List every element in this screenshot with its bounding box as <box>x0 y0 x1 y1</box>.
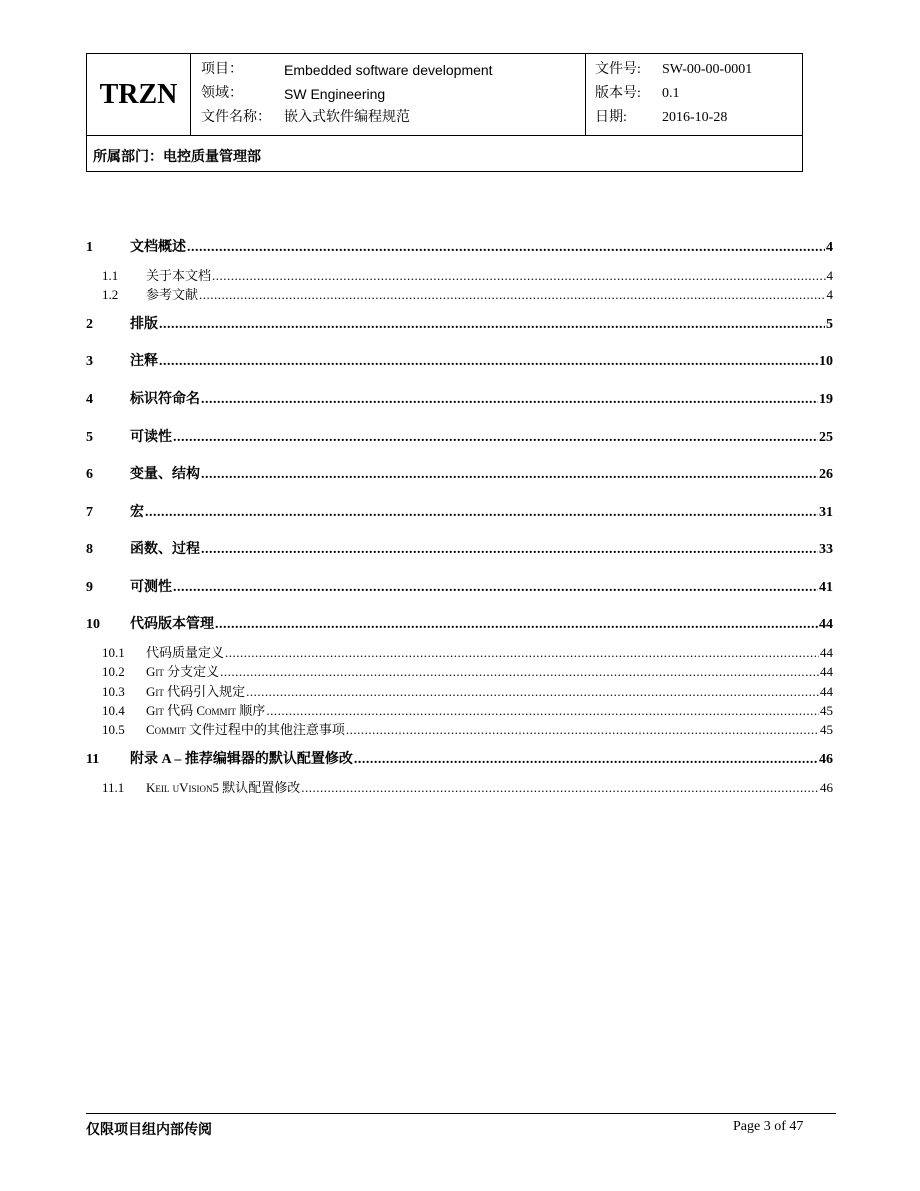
toc-leader <box>354 752 818 768</box>
toc-page: 4 <box>826 287 833 302</box>
toc-page: 19 <box>819 392 833 407</box>
filename-value: 嵌入式软件编程规范 <box>284 110 410 125</box>
toc-page: 33 <box>819 542 833 557</box>
toc-leader <box>215 617 818 633</box>
toc-page: 44 <box>820 664 833 679</box>
version-value: 0.1 <box>662 86 680 101</box>
toc-leader <box>225 645 819 661</box>
toc-title: 代码版本管理 <box>130 617 214 632</box>
toc-entry[interactable] <box>86 613 833 633</box>
toc-number: 10.5 <box>102 722 125 737</box>
toc-page: 26 <box>819 467 833 482</box>
toc-title: 附录 A – 推荐编辑器的默认配置修改 <box>130 752 353 767</box>
toc-leader <box>212 268 825 284</box>
toc-entry[interactable] <box>86 538 833 558</box>
toc-number: 10 <box>86 617 100 632</box>
docno-label: 文件号: <box>595 62 641 77</box>
toc-title: 可测性 <box>130 580 172 595</box>
toc-page: 4 <box>826 240 833 255</box>
toc-leader <box>201 542 818 558</box>
toc-number: 4 <box>86 392 93 407</box>
toc-number: 11 <box>86 752 100 767</box>
toc-leader <box>173 430 818 446</box>
toc-number: 11.1 <box>102 780 125 795</box>
toc-title: 参考文献 <box>146 287 199 302</box>
project-label: 项目： <box>201 62 243 77</box>
toc-page: 46 <box>819 752 833 767</box>
toc-page: 10 <box>819 354 833 369</box>
project-value: Embedded software development <box>284 62 493 78</box>
toc-title: Keil uVision5 默认配置修改 <box>146 780 301 795</box>
toc-page: 31 <box>819 505 833 520</box>
footer-confidentiality: 仅限项目组内部传阅 <box>86 1123 212 1138</box>
toc-leader <box>346 722 819 738</box>
toc-page: 44 <box>820 645 833 660</box>
toc-entry[interactable] <box>86 681 833 701</box>
toc-entry[interactable] <box>86 265 833 285</box>
toc-entry[interactable] <box>86 388 833 408</box>
toc-number: 1 <box>86 240 93 255</box>
toc-title: 代码质量定义 <box>146 645 225 660</box>
toc-page: 4 <box>826 268 833 283</box>
toc-entry[interactable] <box>86 463 833 483</box>
toc-leader <box>173 580 818 596</box>
footer-rule <box>86 1113 836 1114</box>
toc-entry[interactable] <box>86 501 833 521</box>
toc-page: 45 <box>820 703 833 718</box>
toc-page: 25 <box>819 430 833 445</box>
date-value: 2016-10-28 <box>662 110 728 125</box>
document-header-table <box>86 53 803 172</box>
toc-number: 9 <box>86 580 93 595</box>
toc-number: 5 <box>86 430 93 445</box>
toc-page: 46 <box>820 780 833 795</box>
toc-title: 文档概述 <box>130 240 186 255</box>
toc-entry[interactable] <box>86 576 833 596</box>
toc-entry[interactable] <box>86 350 833 370</box>
toc-title: 宏 <box>130 505 144 520</box>
toc-number: 1.1 <box>102 268 119 283</box>
toc-leader <box>201 392 818 408</box>
docno-value: SW-00-00-0001 <box>662 62 753 77</box>
toc-leader <box>301 780 819 796</box>
toc-leader <box>145 505 818 521</box>
toc-entry[interactable] <box>86 236 833 256</box>
toc-entry[interactable] <box>86 313 833 333</box>
toc-title: Git 代码 Commit 顺序 <box>146 703 266 718</box>
toc-entry[interactable] <box>86 748 833 768</box>
toc-entry[interactable] <box>86 642 833 662</box>
toc-leader <box>159 354 818 370</box>
toc-page: 45 <box>820 722 833 737</box>
toc-leader <box>159 317 825 333</box>
header-column-divider <box>585 54 586 135</box>
toc-title: 注释 <box>130 354 158 369</box>
toc-title: Git 代码引入规定 <box>146 684 246 699</box>
toc-number: 1.2 <box>102 287 119 302</box>
toc-number: 10.3 <box>102 684 125 699</box>
toc-entry[interactable] <box>86 426 833 446</box>
toc-title: 函数、过程 <box>130 542 200 557</box>
toc-leader <box>199 287 825 303</box>
toc-number: 6 <box>86 467 93 482</box>
toc-entry[interactable] <box>86 719 833 739</box>
toc-title: 关于本文档 <box>146 268 212 283</box>
toc-leader <box>201 467 818 483</box>
toc-title: 变量、结构 <box>130 467 200 482</box>
toc-page: 44 <box>820 684 833 699</box>
toc-number: 8 <box>86 542 93 557</box>
toc-number: 10.2 <box>102 664 125 679</box>
toc-entry[interactable] <box>86 661 833 681</box>
toc-number: 2 <box>86 317 93 332</box>
toc-entry[interactable] <box>86 284 833 304</box>
toc-leader <box>187 240 825 256</box>
toc-entry[interactable] <box>86 700 833 720</box>
toc-number: 10.4 <box>102 703 125 718</box>
toc-number: 3 <box>86 354 93 369</box>
toc-leader <box>220 664 819 680</box>
header-divider <box>87 135 802 136</box>
footer-page-number: Page 3 of 47 <box>733 1119 804 1134</box>
toc-title: 可读性 <box>130 430 172 445</box>
toc-number: 7 <box>86 505 93 520</box>
company-logo: TRZN <box>87 54 191 135</box>
filename-label: 文件名称： <box>201 110 271 125</box>
toc-leader <box>246 684 819 700</box>
field-label: 领域： <box>201 86 243 101</box>
toc-entry[interactable] <box>86 777 833 797</box>
version-label: 版本号: <box>595 86 641 101</box>
toc-title: 排版 <box>130 317 158 332</box>
toc-leader <box>266 703 819 719</box>
toc-title: Commit 文件过程中的其他注意事项 <box>146 722 345 737</box>
toc-page: 44 <box>819 617 833 632</box>
toc-number: 10.1 <box>102 645 125 660</box>
department: 所属部门：电控质量管理部 <box>93 150 261 165</box>
toc-title: Git 分支定义 <box>146 664 220 679</box>
field-value: SW Engineering <box>284 86 386 102</box>
toc-page: 5 <box>826 317 833 332</box>
date-label: 日期: <box>595 110 627 125</box>
toc-page: 41 <box>819 580 833 595</box>
toc-title: 标识符命名 <box>130 392 200 407</box>
